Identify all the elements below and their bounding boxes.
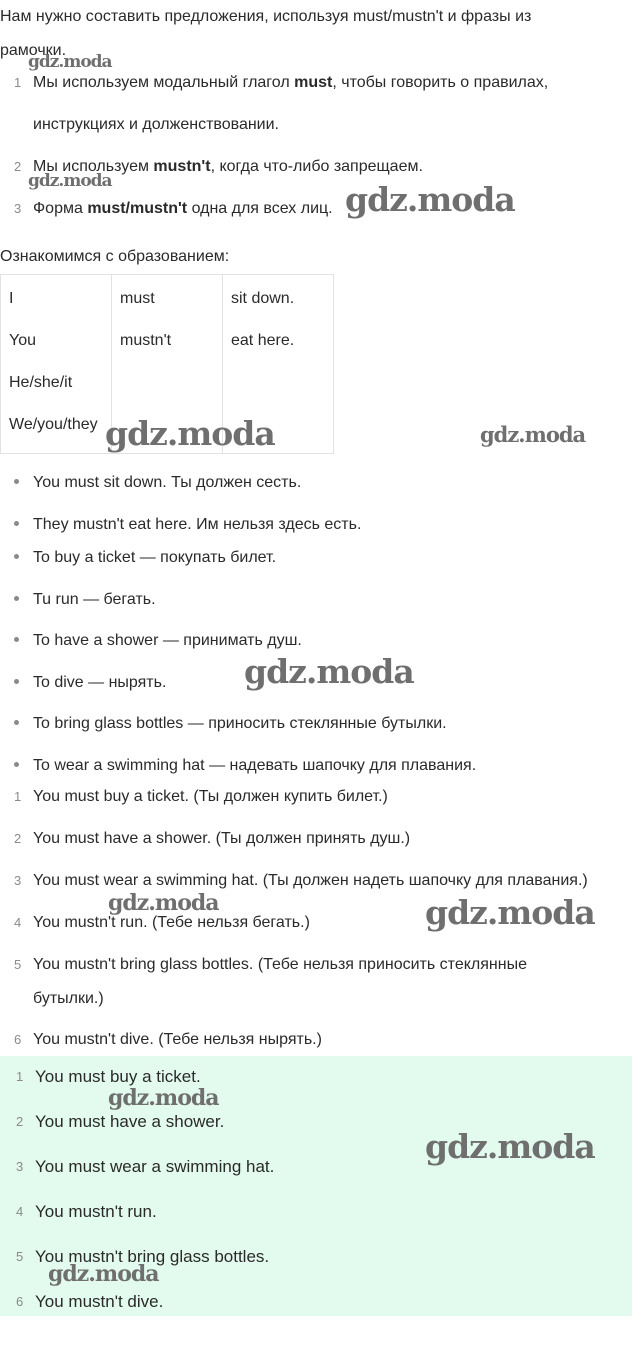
watermark: gdz.moda — [105, 414, 275, 453]
list-number: 1 — [14, 789, 22, 804]
list-number: 3 — [14, 201, 22, 216]
list-number: 3 — [16, 1159, 24, 1174]
list-item — [0, 948, 632, 1023]
list-item-text: To bring glass bottles — приносить стеклянные бутылки. — [33, 715, 447, 732]
bullet-icon — [14, 762, 19, 767]
list-item-text: You mustn't run. — [35, 1202, 157, 1221]
list-item — [0, 749, 632, 783]
list-item-text: To wear a swimming hat — надевать шапочку для плавания. — [33, 757, 477, 774]
list-number: 4 — [14, 915, 22, 930]
list-item — [0, 1023, 632, 1057]
table-cell: I — [9, 290, 14, 307]
rules-list — [0, 66, 632, 226]
rule-text-continued: инструкциях и долженствовании. — [33, 116, 279, 133]
list-item-text: You must wear a swimming hat. (Ты должен надеть шапочку для плавания.) — [33, 872, 588, 889]
intro-line: Нам нужно составить предложения, используя must/mustn't и фразы из — [0, 8, 532, 25]
watermark: gdz.moda — [28, 52, 112, 72]
watermark: gdz.moda — [108, 1085, 219, 1111]
table-cell: He/she/it — [9, 374, 73, 391]
list-item — [0, 780, 632, 822]
rule-text: , когда что-либо запрещаем. — [210, 158, 423, 175]
list-number: 2 — [14, 831, 22, 846]
list-item-text: They mustn't eat here. Им нельзя здесь есть. — [33, 516, 362, 533]
list-number: 6 — [14, 1032, 22, 1047]
list-item-text-continued: бутылки.) — [33, 990, 104, 1007]
list-item — [0, 541, 632, 583]
list-number: 1 — [14, 75, 22, 90]
table-cell: mustn't — [120, 332, 172, 349]
bullet-icon — [14, 479, 19, 484]
watermark: gdz.moda — [425, 1127, 595, 1166]
table-cell: You — [9, 332, 36, 349]
list-item — [0, 707, 632, 749]
watermark: gdz.moda — [345, 180, 515, 219]
list-item — [0, 1060, 632, 1105]
list-item-text: To buy a ticket — покупать билет. — [33, 549, 277, 566]
watermark: gdz.moda — [28, 171, 112, 191]
list-number: 2 — [16, 1114, 24, 1129]
rule-item — [0, 66, 632, 142]
rule-keyword: must — [294, 74, 333, 91]
list-item-text: You must have a shower. (Ты должен принять душ.) — [33, 830, 411, 847]
rule-text: Мы используем — [33, 158, 154, 175]
list-item-text: You must wear a swimming hat. — [35, 1157, 275, 1176]
list-item — [0, 466, 632, 508]
list-item-text: You mustn't dive. — [35, 1292, 164, 1311]
bullet-icon — [14, 679, 19, 684]
list-number: 5 — [14, 957, 22, 972]
watermark: gdz.moda — [48, 1261, 159, 1287]
list-item-text: You must sit down. Ты должен сесть. — [33, 474, 302, 491]
list-item-text: You mustn't bring glass bottles. — [35, 1247, 270, 1266]
list-item-text: To have a shower — принимать душ. — [33, 632, 302, 649]
rule-item — [0, 192, 632, 226]
rule-text: , чтобы говорить о правилах, — [332, 74, 549, 91]
list-number: 3 — [14, 873, 22, 888]
list-item-text: To dive — нырять. — [33, 674, 167, 691]
intro-line: рамочки. — [0, 42, 67, 59]
formation-heading: Ознакомимся с образованием: — [0, 248, 230, 265]
list-number: 2 — [14, 159, 22, 174]
list-number: 1 — [16, 1069, 24, 1084]
bullet-list — [0, 466, 632, 783]
rule-text: одна для всех лиц. — [187, 200, 333, 217]
rule-text: Мы используем модальный глагол — [33, 74, 295, 91]
bullet-icon — [14, 637, 19, 642]
list-number: 6 — [16, 1294, 24, 1309]
list-item-text: You must buy a ticket. (Ты должен купить билет.) — [33, 788, 388, 805]
watermark: gdz.moda — [244, 652, 414, 691]
watermark: gdz.moda — [425, 893, 595, 932]
table-column-subjects — [1, 275, 112, 454]
table-cell: must — [120, 290, 155, 307]
list-item-text: You must buy a ticket. — [35, 1067, 201, 1086]
list-item-text: You mustn't run. (Тебе нельзя бегать.) — [33, 914, 310, 931]
rule-keyword: must/mustn't — [87, 200, 188, 217]
list-item — [0, 822, 632, 864]
bullet-icon — [14, 554, 19, 559]
list-item — [0, 583, 632, 624]
bullet-icon — [14, 521, 19, 526]
rule-keyword: mustn't — [153, 158, 211, 175]
list-item-text: You mustn't bring glass bottles. (Тебе нельзя приносить стеклянные — [33, 956, 527, 973]
table-cell: eat here. — [231, 332, 295, 349]
list-number: 5 — [16, 1249, 24, 1264]
watermark: gdz.moda — [480, 422, 586, 447]
bullet-icon — [14, 720, 19, 725]
bullet-icon — [14, 596, 19, 601]
rule-text: Форма — [33, 200, 88, 217]
list-item — [0, 508, 632, 541]
list-item — [0, 1195, 632, 1240]
table-cell: sit down. — [231, 290, 295, 307]
list-number: 4 — [16, 1204, 24, 1219]
watermark: gdz.moda — [108, 890, 219, 916]
list-item-text: You must have a shower. — [35, 1112, 225, 1131]
list-item-text: You mustn't dive. (Тебе нельзя нырять.) — [33, 1031, 322, 1048]
list-item-text: Tu run — бегать. — [33, 591, 156, 608]
table-cell: We/you/they — [9, 416, 98, 433]
list-item — [0, 1285, 632, 1319]
